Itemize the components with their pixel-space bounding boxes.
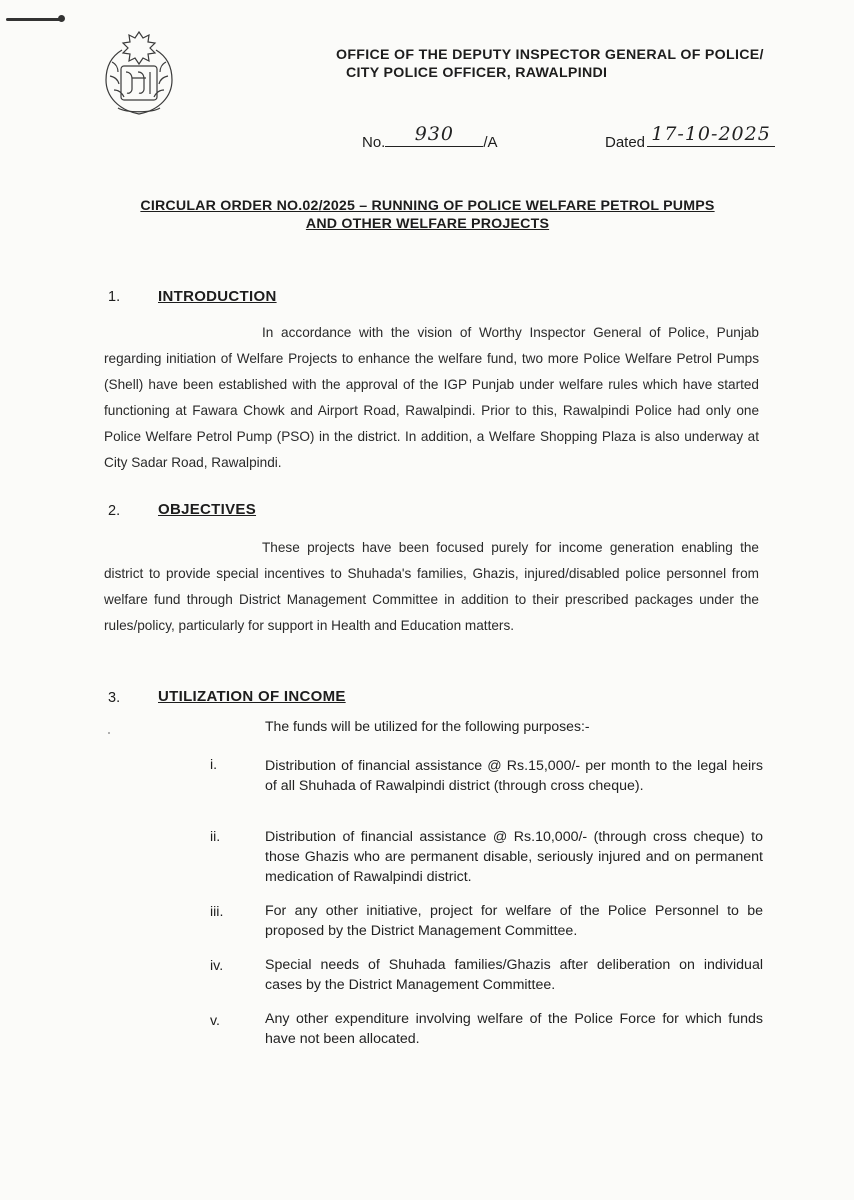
section-2-text: These projects have been focused purely for income generation enabling the district to provide special incentives to Shuhada's families, Ghazis, injured/disabled police personnel from welfare fund through District Management Committee in addition to their prescribed packages under the rules/policy, particularly for support in Health and Education matters. <box>104 540 759 633</box>
section-1-title: INTRODUCTION <box>158 288 277 305</box>
list-item-number: iii. <box>210 904 224 920</box>
reference-date <box>605 123 775 151</box>
list-item-text: Distribution of financial assistance @ Rs.15,000/- per month to the legal heirs of all Shuhada of Rawalpindi district (through cross cheque). <box>265 758 763 794</box>
section-1-number: 1. <box>108 289 121 305</box>
section-1-paragraph <box>104 320 759 476</box>
circular-title-line-1: CIRCULAR ORDER NO.02/2025 – RUNNING OF POLICE WELFARE PETROL PUMPS <box>140 198 715 214</box>
list-item-number: v. <box>210 1013 220 1029</box>
section-1-text: In accordance with the vision of Worthy Inspector General of Police, Punjab regarding initiation of Welfare Projects to enhance the welfare fund, two more Police Welfare Petrol Pumps (Shell) have been established with the approval of the IGP Punjab under welfare rules which have started functioning at Fawara Chowk and Airport Road, Rawalpindi. Prior to this, Rawalpindi Police had only one Police Welfare Petrol Pump (PSO) in the district. In addition, a Welfare Shopping Plaza is also underway at City Sadar Road, Rawalpindi. <box>104 325 759 470</box>
list-item-text: Distribution of financial assistance @ Rs.10,000/- (through cross cheque) to those Ghazis who are permanent disable, seriously injured and on permanent medication of Rawalpindi district. <box>265 829 763 885</box>
list-item-number: ii. <box>210 829 221 845</box>
list-item-text: Special needs of Shuhada families/Ghazis after deliberation on individual cases by the District Management Committee. <box>265 957 763 993</box>
office-header <box>336 46 776 82</box>
police-emblem-icon <box>96 28 182 118</box>
section-3-number: 3. <box>108 690 121 706</box>
reference-no-suffix: /A <box>483 134 498 151</box>
reference-date-label: Dated <box>605 134 646 151</box>
list-item-number: iv. <box>210 958 224 974</box>
header-line-1: OFFICE OF THE DEPUTY INSPECTOR GENERAL OF POLICE/ <box>336 47 764 63</box>
reference-date-value: 17-10-2025 <box>651 123 771 145</box>
section-2-number: 2. <box>108 503 121 519</box>
reference-number <box>362 123 498 151</box>
list-item-text: For any other initiative, project for welfare of the Police Personnel to be proposed by the District Management Committee. <box>265 903 763 939</box>
section-3-lead: The funds will be utilized for the following purposes:- <box>265 718 590 734</box>
section-3-title: UTILIZATION OF INCOME <box>158 688 346 705</box>
reference-no-value: 930 <box>414 123 454 145</box>
speck <box>108 732 110 734</box>
list-item-text: Any other expenditure involving welfare of the Police Force for which funds have not been allocated. <box>265 1011 763 1047</box>
header-line-2: CITY POLICE OFFICER, RAWALPINDI <box>346 65 608 81</box>
section-2-title: OBJECTIVES <box>158 501 257 518</box>
reference-date-field <box>647 123 775 147</box>
reference-no-label: No. <box>362 134 386 151</box>
circular-title <box>95 197 760 233</box>
reference-no-field <box>385 123 483 147</box>
section-2-paragraph <box>104 535 759 639</box>
circular-title-line-2: AND OTHER WELFARE PROJECTS <box>305 216 550 232</box>
corner-mark <box>6 18 62 21</box>
list-item-number: i. <box>210 757 218 773</box>
